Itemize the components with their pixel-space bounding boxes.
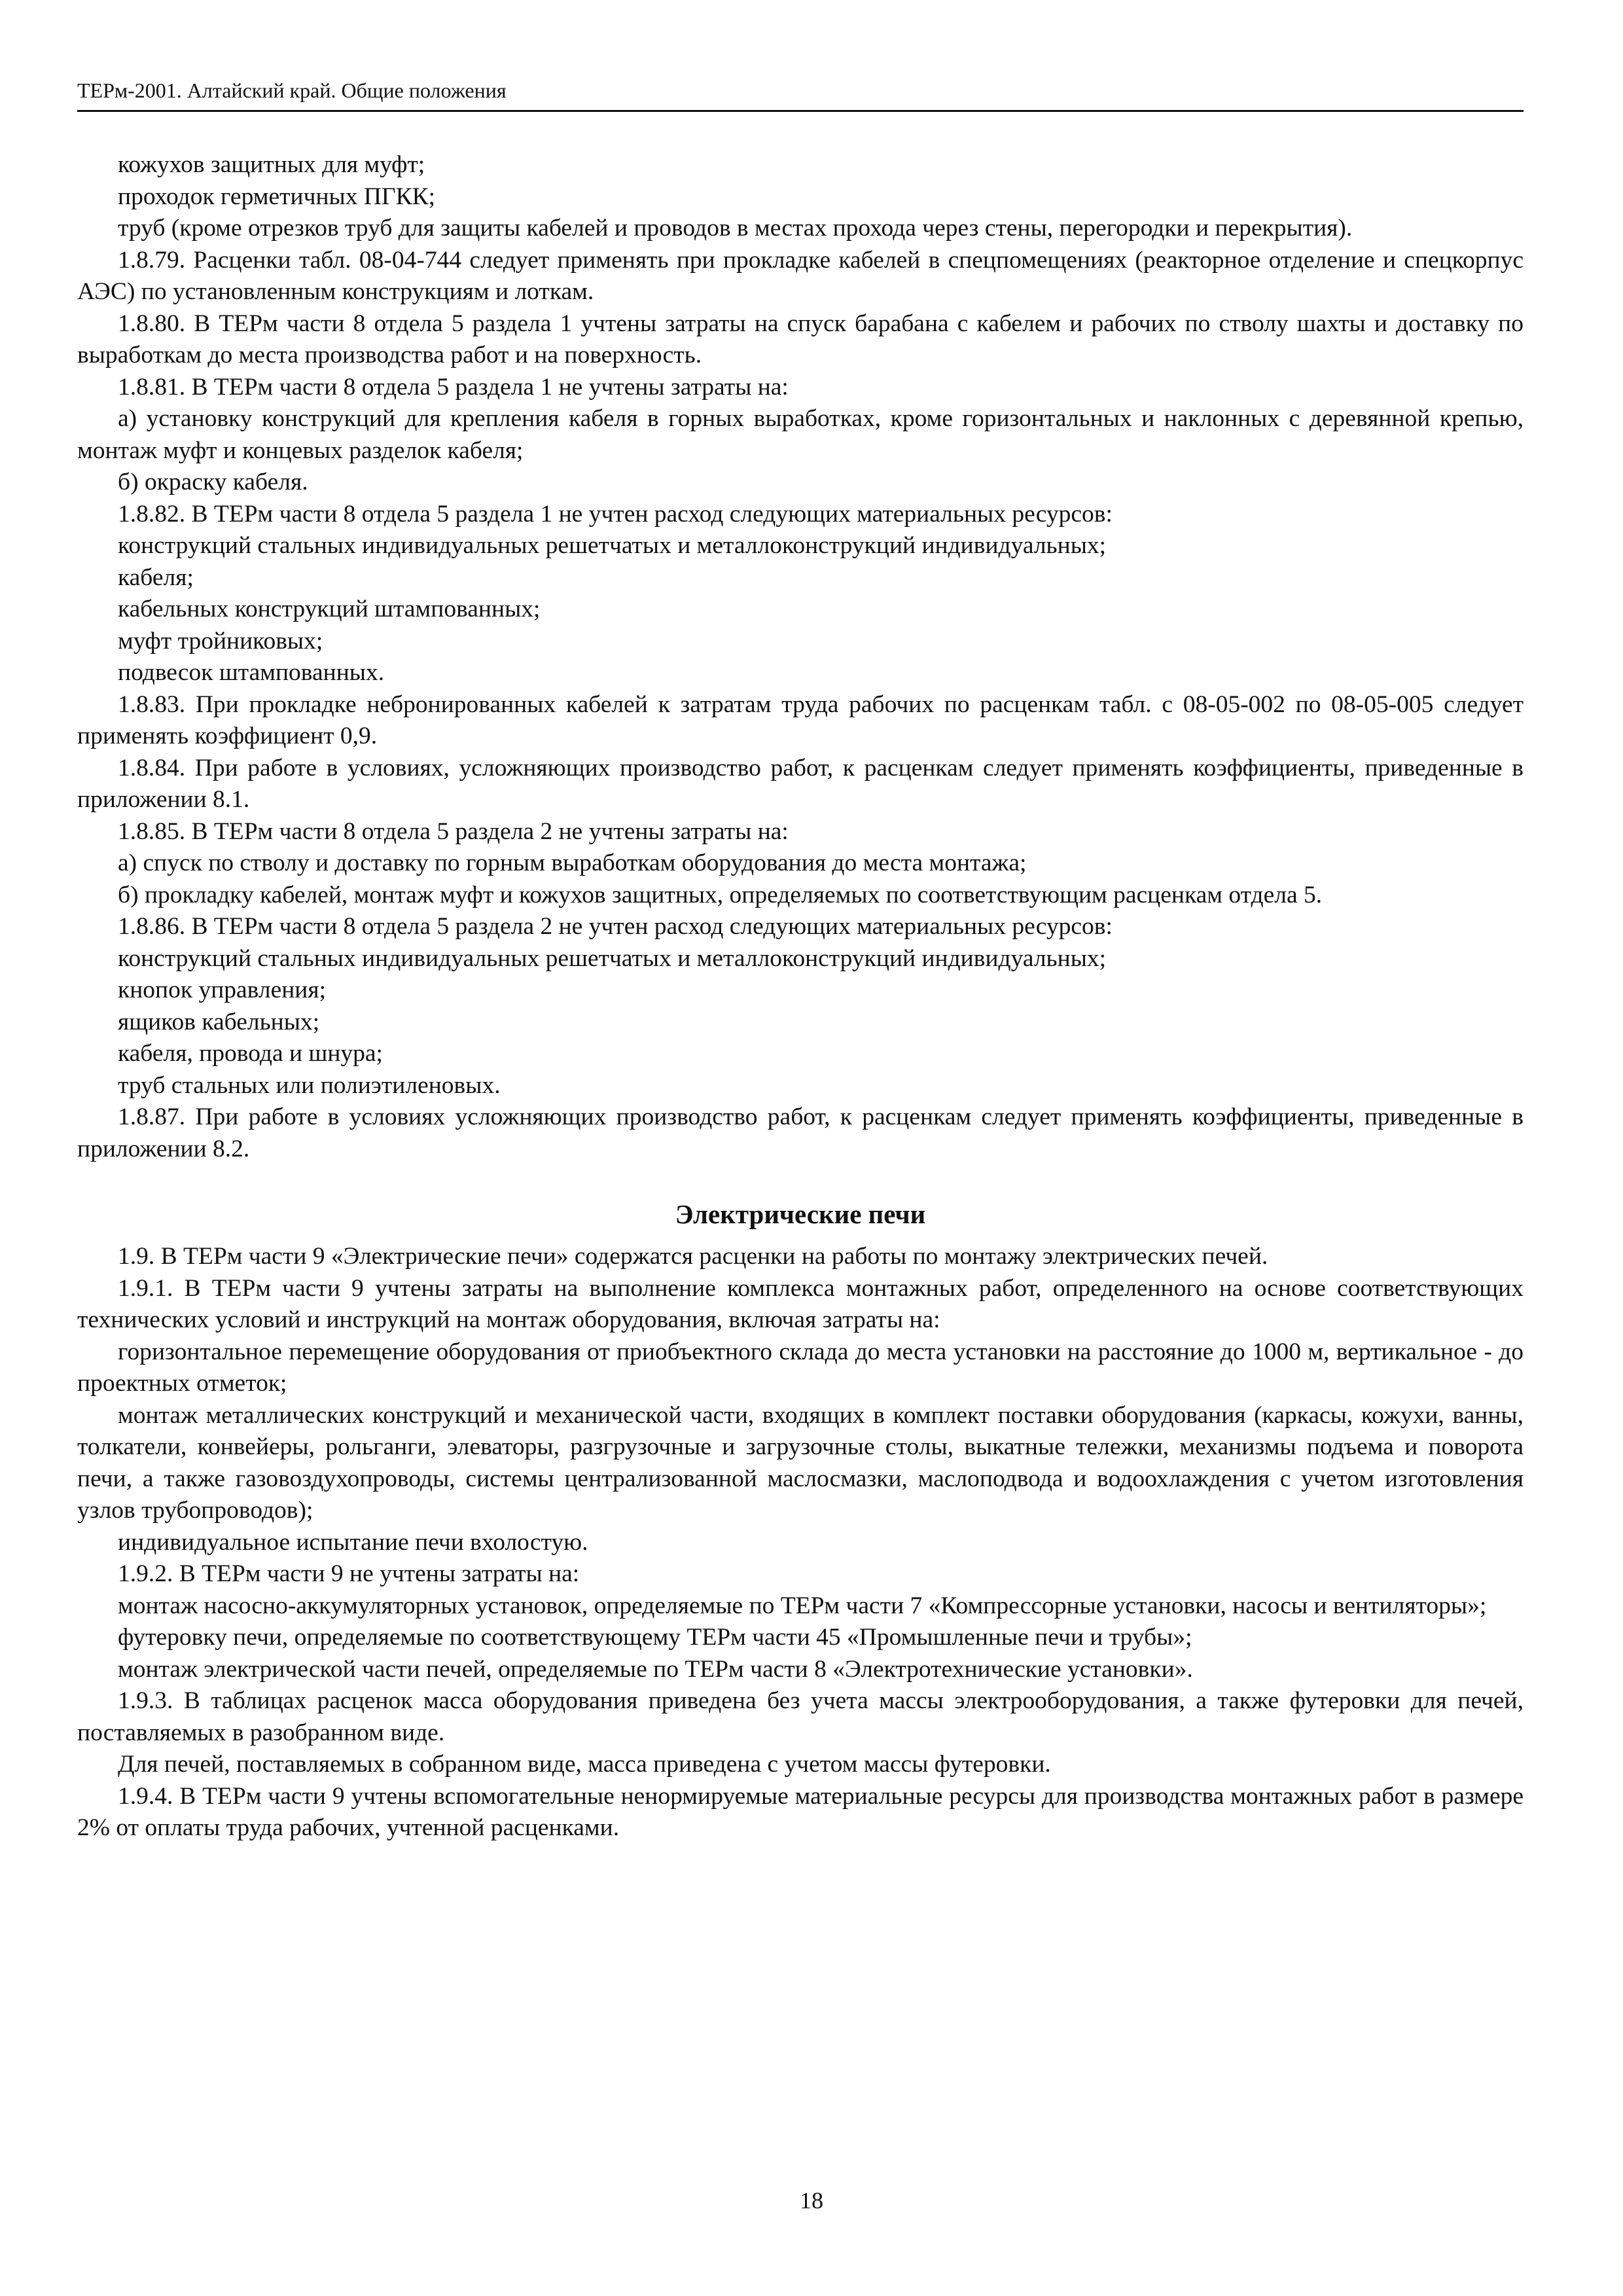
paragraph: а) установку конструкций для крепления кабеля в горных выработках, кроме горизонтальных и наклонных с деревянной крепью, монтаж муфт и концевых разделок кабеля; — [77, 405, 1524, 464]
section-heading: Электрические печи — [675, 1199, 926, 1229]
section-paragraphs — [77, 1241, 1524, 1844]
paragraph: 1.8.81. В ТЕРм части 8 отдела 5 раздела 1 не учтены затраты на: — [118, 373, 789, 401]
paragraph: 1.8.80. В ТЕРм части 8 отдела 5 раздела 1 учтены затраты на спуск барабана с кабелем и рабочих по стволу шахты и доставку по выработкам до места производства работ и на поверхность. — [77, 310, 1524, 368]
paragraph: футеровку печи, определяемые по соответствующему ТЕРм части 45 «Промышленные печи и трубы»; — [118, 1624, 1192, 1651]
paragraph: монтаж металлических конструкций и механической части, входящих в комплект поставки оборудования (каркасы, кожухи, ванны, толкатели, конвейеры, рольганги, элеваторы, разгрузочные и загрузочные столы, выкатные тележки, механизмы подъема и поворота печи, а также газовоздухопроводы, системы централизованной маслосмазки, маслоподвода и водоохлаждения с учетом изготовления узлов трубопроводов); — [77, 1401, 1524, 1524]
paragraph: а) спуск по стволу и доставку по горным выработкам оборудования до места монтажа; — [118, 850, 1027, 876]
paragraph: 1.8.86. В ТЕРм части 8 отдела 5 раздела 2 не учтен расход следующих материальных ресурсов: — [118, 913, 1113, 940]
document-body — [77, 149, 1524, 1844]
paragraph: проходок герметичных ПГКК; — [118, 183, 436, 210]
paragraph: 1.8.83. При прокладке небронированных кабелей к затратам труда рабочих по расценкам табл. с 08-05-002 по 08-05-005 следует применять коэффициент 0,9. — [77, 691, 1524, 749]
page-number: 18 — [800, 2187, 823, 2214]
paragraph: 1.9.3. В таблицах расценок масса оборудования приведена без учета массы электрооборудования, а также футеровки для печей, поставляемых в разобранном виде. — [77, 1687, 1524, 1746]
paragraph: 1.9. В ТЕРм части 9 «Электрические печи» содержатся расценки на работы по монтажу электрических печей. — [118, 1243, 1268, 1270]
paragraph: Для печей, поставляемых в собранном виде, масса приведена с учетом массы футеровки. — [118, 1751, 1051, 1778]
paragraph: муфт тройниковых; — [118, 627, 323, 655]
paragraph: монтаж насосно-аккумуляторных установок, определяемые по ТЕРм части 7 «Компрессорные установки, насосы и вентиляторы»; — [118, 1592, 1487, 1619]
paragraph: конструкций стальных индивидуальных решетчатых и металлоконструкций индивидуальных; — [118, 532, 1107, 559]
paragraph: кабельных конструкций штампованных; — [118, 596, 541, 622]
paragraph: ящиков кабельных; — [118, 1008, 320, 1035]
paragraph: индивидуальное испытание печи вхолостую. — [118, 1528, 588, 1556]
paragraph: кабеля, провода и шнура; — [118, 1040, 383, 1067]
paragraph: 1.9.1. В ТЕРм части 9 учтены затраты на выполнение комплекса монтажных работ, определенного на основе соответствующих технических условий и инструкций на монтаж оборудования, включая затраты на: — [77, 1274, 1524, 1333]
paragraph: конструкций стальных индивидуальных решетчатых и металлоконструкций индивидуальных; — [118, 944, 1107, 972]
paragraph: 1.8.84. При работе в условиях, усложняющих производство работ, к расценкам следует применять коэффициенты, приведенные в приложении 8.1. — [77, 754, 1524, 813]
paragraph: б) прокладку кабелей, монтаж муфт и кожухов защитных, определяемых по соответствующим расценкам отдела 5. — [118, 881, 1323, 908]
paragraph: труб (кроме отрезков труб для защиты кабелей и проводов в местах прохода через стены, перегородки и перекрытия). — [118, 215, 1353, 242]
running-header: ТЕРм-2001. Алтайский край. Общие положения — [77, 77, 1524, 112]
paragraph: 1.9.2. В ТЕРм части 9 не учтены затраты на: — [118, 1560, 580, 1587]
paragraph: труб стальных или полиэтиленовых. — [118, 1071, 501, 1099]
paragraph: кожухов защитных для муфт; — [118, 151, 425, 178]
paragraph: 1.8.87. При работе в условиях усложняющих производство работ, к расценкам следует применять коэффициенты, приведенные в приложении 8.2. — [77, 1103, 1524, 1162]
paragraph: горизонтальное перемещение оборудования от приобъектного склада до места установки на расстояние до 1000 м, вертикальное - до проектных отметок; — [77, 1338, 1524, 1397]
paragraph: 1.8.79. Расценки табл. 08-04-744 следует применять при прокладке кабелей в спецпомещениях (реакторное отделение и спецкорпус АЭС) по установленным конструкциям и лоткам. — [77, 246, 1524, 305]
top-paragraphs — [77, 149, 1524, 1165]
paragraph: 1.8.82. В ТЕРм части 8 отдела 5 раздела 1 не учтен расход следующих материальных ресурсов: — [118, 500, 1113, 528]
paragraph: б) окраску кабеля. — [118, 469, 308, 495]
paragraph: монтаж электрической части печей, определяемые по ТЕРм части 8 «Электротехнические установки». — [118, 1655, 1193, 1683]
paragraph: кабеля; — [118, 564, 194, 591]
paragraph: подвесок штампованных. — [118, 659, 385, 686]
paragraph: 1.9.4. В ТЕРм части 9 учтены вспомогательные ненормируемые материальные ресурсы для производства монтажных работ в размере 2% от оплаты труда рабочих, учтенной расценками. — [77, 1782, 1524, 1841]
paragraph: кнопок управления; — [118, 977, 327, 1003]
paragraph: 1.8.85. В ТЕРм части 8 отдела 5 раздела 2 не учтены затраты на: — [118, 817, 789, 845]
